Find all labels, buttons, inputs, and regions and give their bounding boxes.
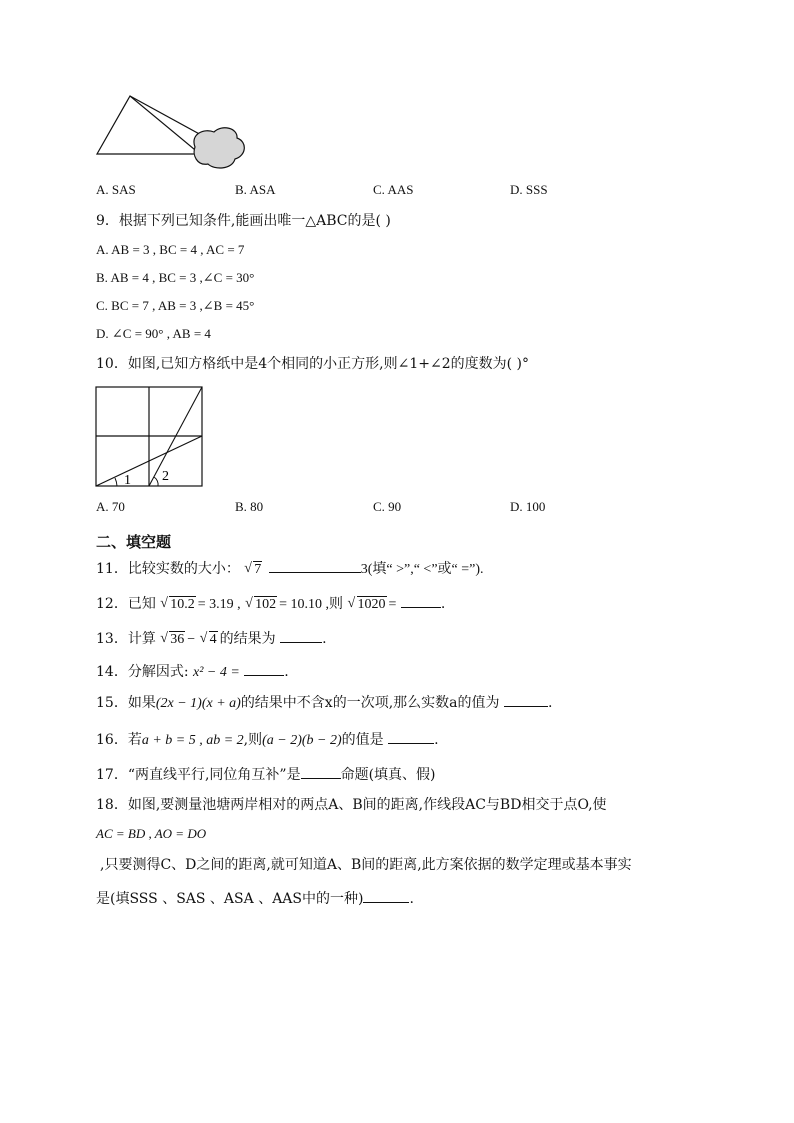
q16-suffix: 的值是 xyxy=(341,732,384,748)
q13-radical-1: √ 36 xyxy=(160,631,185,649)
q18-answer-blank xyxy=(363,888,409,903)
q16-middle: ,则 xyxy=(243,732,263,748)
q13-end: . xyxy=(322,631,327,647)
q13-radical-2: √ 4 xyxy=(200,631,218,649)
q12-radical-3: √ 1020 xyxy=(348,596,387,614)
q9-option-d: D. ∠C = 90° , AB = 4 xyxy=(96,326,211,341)
q13-minus: − xyxy=(187,632,196,647)
q10-grid-figure xyxy=(95,386,205,488)
q8-option-a: A. SAS xyxy=(96,182,136,197)
q16-expression-2: (a − 2)(b − 2) xyxy=(262,733,342,748)
q9-stem: 9．根据下列已知条件,能画出唯一△ABC的是( ) xyxy=(96,213,391,229)
q12-radical-1: √ 10.2 xyxy=(160,596,196,614)
q8-option-d: D. SSS xyxy=(510,182,548,197)
q10-stem: 10．如图,已知方格纸中是4个相同的小正方形,则∠1+∠2的度数为( )° xyxy=(96,356,530,372)
q17 xyxy=(96,764,436,784)
q15-expression: (2x − 1)(x + a) xyxy=(155,696,241,711)
q15-end: . xyxy=(547,695,553,711)
q16 xyxy=(96,729,439,750)
q11-prefix: 11．比较实数的大小： xyxy=(96,561,240,577)
q16-prefix: 16．若 xyxy=(96,732,142,748)
q18-line-4-text: 是(填SSS 、SAS 、ASA 、AAS中的一种) xyxy=(96,891,364,907)
q10-angle1-arc xyxy=(115,478,117,486)
q16-end: . xyxy=(434,732,439,748)
q9-option-a: A. AB = 3 , BC = 4 , AC = 7 xyxy=(96,242,245,257)
q14-end: . xyxy=(284,664,289,680)
q11-suffix: 3(填“ >”,“ <”或“ =”). xyxy=(360,562,484,577)
q15 xyxy=(96,692,552,713)
q18-line-4 xyxy=(96,888,414,908)
q17-suffix: 命题(填真、假) xyxy=(340,767,436,783)
q18-line-2: AC = BD , AO = DO xyxy=(96,826,207,841)
q8-figure xyxy=(92,92,252,172)
q11-radical: √ 7 xyxy=(244,561,262,579)
q13 xyxy=(96,628,327,649)
q18-line-3: ,只要测得C、D之间的距离,就可知道A、B间的距离,此方案依据的数学定理或基本事实 xyxy=(100,857,632,873)
q10-option-c: C. 90 xyxy=(373,499,402,514)
q18-line-1: 18．如图,要测量池塘两岸相对的两点A、B间的距离,作线段AC与BD相交于点O,使 xyxy=(96,797,607,813)
q14-answer-blank xyxy=(244,661,284,676)
q13-answer-blank xyxy=(280,628,322,643)
q12-value-2: = 10.10 ,则 xyxy=(279,597,344,612)
q12 xyxy=(96,593,445,614)
q18-end: . xyxy=(409,891,414,907)
q12-end: . xyxy=(440,596,446,612)
q12-equals: = xyxy=(388,597,397,612)
q14-expression: x² − 4 = xyxy=(192,665,240,680)
q10-option-a: A. 70 xyxy=(96,499,125,514)
q12-value-1: = 3.19 , xyxy=(197,597,241,612)
q12-prefix: 12．已知 xyxy=(96,596,156,612)
q14-prefix: 14．分解因式: xyxy=(96,664,189,680)
q15-middle: 的结果中不含x的一次项,那么实数a的值为 xyxy=(240,695,500,711)
q14 xyxy=(96,661,289,682)
q13-suffix: 的结果为 xyxy=(219,631,276,647)
q10-option-b: B. 80 xyxy=(235,499,264,514)
q13-prefix: 13．计算 xyxy=(96,631,156,647)
q8-triangle xyxy=(97,96,200,154)
q10-angle2-label: 2 xyxy=(162,469,169,484)
q10-angle1-label: 1 xyxy=(124,473,131,488)
q17-answer-blank xyxy=(301,764,341,779)
q17-prefix: 17．“两直线平行,同位角互补”是 xyxy=(96,767,301,783)
q16-answer-blank xyxy=(388,729,434,744)
q12-answer-blank xyxy=(401,593,441,608)
q9-option-b: B. AB = 4 , BC = 3 ,∠C = 30° xyxy=(96,270,255,285)
q15-prefix: 15．如果 xyxy=(96,695,156,711)
q8-option-b: B. ASA xyxy=(235,182,276,197)
q16-expression-1: a + b = 5 , ab = 2 xyxy=(141,733,244,748)
q11-answer-blank xyxy=(269,558,361,573)
q11 xyxy=(96,558,484,579)
q15-answer-blank xyxy=(504,692,548,707)
q8-option-c: C. AAS xyxy=(373,182,414,197)
q10-option-d: D. 100 xyxy=(510,499,546,514)
q8-pond-shape xyxy=(194,128,244,168)
q12-radical-2: √ 102 xyxy=(245,596,277,614)
q10-angle2-arc xyxy=(154,477,158,486)
section-2-title: 二、填空题 xyxy=(96,533,172,551)
q9-option-c: C. BC = 7 , AB = 3 ,∠B = 45° xyxy=(96,298,255,313)
